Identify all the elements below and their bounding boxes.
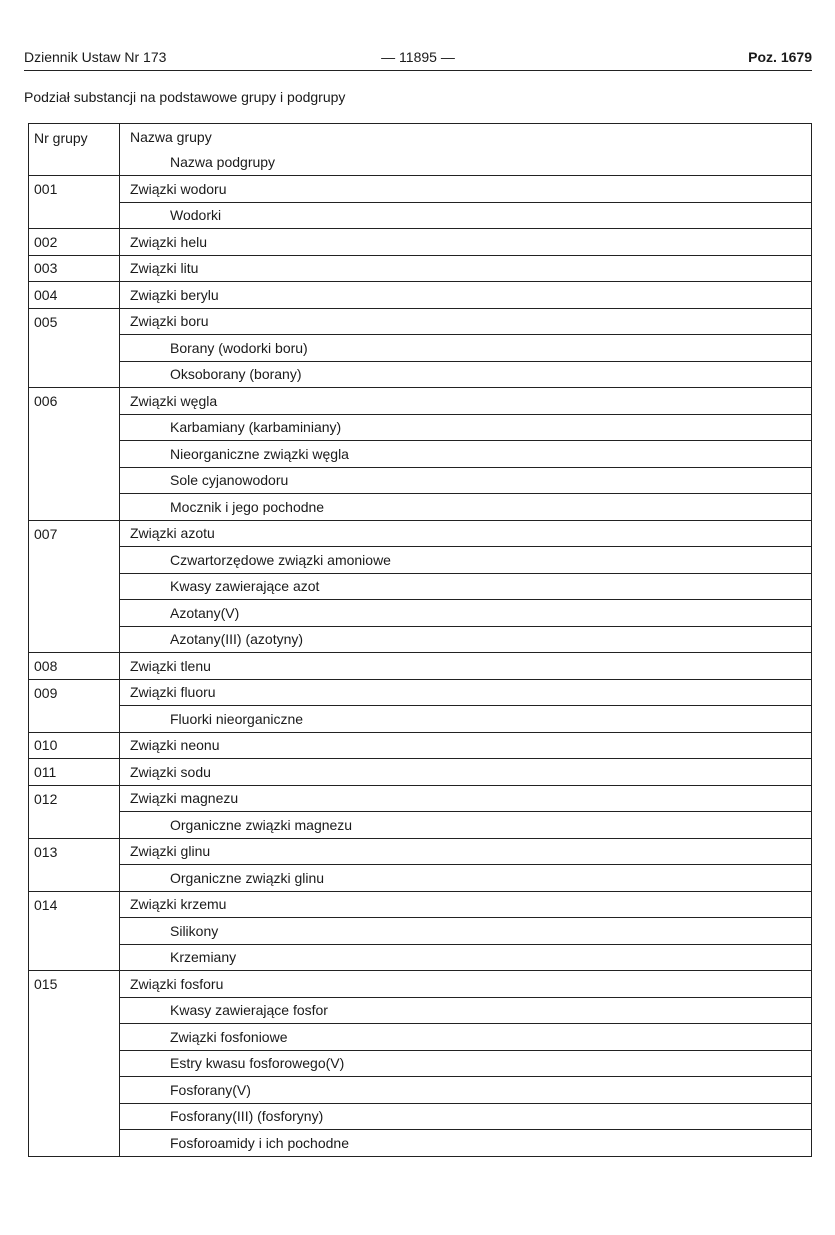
subgroup-cell — [120, 547, 812, 574]
subgroup-row — [29, 944, 812, 971]
subgroup-cell — [120, 1050, 812, 1077]
table-header-row — [29, 124, 812, 150]
group-number: 014 — [29, 891, 120, 971]
group-row — [29, 653, 812, 680]
group-number: 007 — [29, 520, 120, 653]
subgroup-row — [29, 1103, 812, 1130]
subgroup-cell — [120, 944, 812, 971]
subgroup-row — [29, 361, 812, 388]
subgroup-row — [29, 1077, 812, 1104]
group-number: 013 — [29, 838, 120, 891]
subgroup-name: Azotany(III) (azotyny) — [170, 631, 304, 648]
subgroup-row — [29, 997, 812, 1024]
header-divider — [24, 70, 812, 71]
group-name: Związki glinu — [120, 838, 812, 865]
subgroup-row — [29, 1050, 812, 1077]
subgroup-cell — [120, 812, 812, 839]
subgroup-name: Kwasy zawierające fosfor — [170, 1002, 328, 1019]
subgroup-row — [29, 202, 812, 229]
group-number: 010 — [29, 732, 120, 759]
subgroup-name: Organiczne związki magnezu — [170, 816, 353, 833]
subgroup-name: Fosforoamidy i ich pochodne — [170, 1134, 349, 1151]
subgroup-cell — [120, 918, 812, 945]
subgroup-cell — [120, 997, 812, 1024]
group-number: 012 — [29, 785, 120, 838]
group-row — [29, 388, 812, 415]
subgroup-name: Nieorganiczne związki węgla — [170, 445, 349, 462]
page-header — [24, 49, 812, 69]
subgroup-cell — [120, 626, 812, 653]
group-name: Związki sodu — [120, 759, 812, 786]
group-name: Związki krzemu — [120, 891, 812, 918]
group-row — [29, 229, 812, 256]
subgroup-cell — [120, 414, 812, 441]
subgroup-row — [29, 414, 812, 441]
subgroup-name: Mocznik i jego pochodne — [170, 498, 325, 515]
group-row — [29, 255, 812, 282]
page-number: — 11895 — — [381, 49, 455, 65]
group-number: 011 — [29, 759, 120, 786]
subgroup-cell — [120, 441, 812, 468]
subgroup-row — [29, 494, 812, 521]
subgroup-name: Kwasy zawierające azot — [170, 578, 320, 595]
group-name: Związki neonu — [120, 732, 812, 759]
subgroup-cell — [120, 865, 812, 892]
subgroup-cell — [120, 600, 812, 627]
group-number: 002 — [29, 229, 120, 256]
subgroup-row — [29, 600, 812, 627]
group-name: Związki azotu — [120, 520, 812, 547]
subgroup-row — [29, 335, 812, 362]
subgroup-cell — [120, 1130, 812, 1157]
group-number: 009 — [29, 679, 120, 732]
section-title: Podział substancji na podstawowe grupy i podgrupy — [24, 89, 346, 105]
subgroup-name: Borany (wodorki boru) — [170, 339, 308, 356]
table-body — [29, 124, 812, 1157]
subgroup-name: Silikony — [170, 922, 219, 939]
group-row — [29, 891, 812, 918]
group-number: 004 — [29, 282, 120, 309]
subgroup-row — [29, 918, 812, 945]
column-header-subname — [120, 150, 812, 176]
subgroup-name: Czwartorzędowe związki amoniowe — [170, 551, 391, 568]
column-header-name — [120, 124, 812, 150]
column-header-subgroup-name: Nazwa podgrupy — [170, 154, 276, 171]
group-row — [29, 679, 812, 706]
group-row — [29, 971, 812, 998]
subgroup-row — [29, 626, 812, 653]
subgroup-cell — [120, 573, 812, 600]
subgroup-row — [29, 1130, 812, 1157]
subgroup-name: Karbamiany (karbaminiany) — [170, 419, 342, 436]
subgroup-cell — [120, 1103, 812, 1130]
column-header-nr: Nr grupy — [29, 124, 120, 176]
group-row — [29, 308, 812, 335]
group-name: Związki fosforu — [120, 971, 812, 998]
subgroup-name: Azotany(V) — [170, 604, 240, 621]
column-header-group-name: Nazwa grupy — [130, 128, 212, 145]
subgroup-cell — [120, 361, 812, 388]
group-row — [29, 785, 812, 812]
subgroup-name: Związki fosfoniowe — [170, 1028, 288, 1045]
subgroup-name: Fluorki nieorganiczne — [170, 710, 304, 727]
subgroup-cell — [120, 494, 812, 521]
group-number: 003 — [29, 255, 120, 282]
group-name: Związki magnezu — [120, 785, 812, 812]
table-header-subrow — [29, 150, 812, 176]
group-name: Związki węgla — [120, 388, 812, 415]
group-row — [29, 520, 812, 547]
subgroup-row — [29, 441, 812, 468]
group-name: Związki helu — [120, 229, 812, 256]
subgroup-name: Wodorki — [170, 207, 222, 224]
subgroup-name: Krzemiany — [170, 949, 237, 966]
subgroup-row — [29, 812, 812, 839]
subgroup-cell — [120, 1077, 812, 1104]
group-name: Związki litu — [120, 255, 812, 282]
group-name: Związki fluoru — [120, 679, 812, 706]
group-row — [29, 282, 812, 309]
group-name: Związki berylu — [120, 282, 812, 309]
subgroup-cell — [120, 706, 812, 733]
group-number: 015 — [29, 971, 120, 1157]
position-number: Poz. 1679 — [748, 49, 812, 65]
substance-groups-table — [28, 123, 812, 1157]
group-row — [29, 838, 812, 865]
group-number: 005 — [29, 308, 120, 388]
group-number: 001 — [29, 176, 120, 229]
subgroup-row — [29, 706, 812, 733]
subgroup-row — [29, 547, 812, 574]
group-number: 008 — [29, 653, 120, 680]
group-row — [29, 759, 812, 786]
group-name: Związki tlenu — [120, 653, 812, 680]
subgroup-name: Estry kwasu fosforowego(V) — [170, 1055, 345, 1072]
subgroup-name: Sole cyjanowodoru — [170, 472, 289, 489]
subgroup-cell — [120, 1024, 812, 1051]
subgroup-row — [29, 865, 812, 892]
subgroup-name: Fosforany(III) (fosforyny) — [170, 1108, 324, 1125]
group-row — [29, 176, 812, 203]
subgroup-row — [29, 467, 812, 494]
subgroup-row — [29, 1024, 812, 1051]
subgroup-name: Organiczne związki glinu — [170, 869, 325, 886]
group-number: 006 — [29, 388, 120, 521]
group-name: Związki wodoru — [120, 176, 812, 203]
subgroup-cell — [120, 467, 812, 494]
subgroup-name: Oksoborany (borany) — [170, 366, 302, 383]
subgroup-row — [29, 573, 812, 600]
subgroup-cell — [120, 335, 812, 362]
group-name: Związki boru — [120, 308, 812, 335]
subgroup-name: Fosforany(V) — [170, 1081, 251, 1098]
subgroup-cell — [120, 202, 812, 229]
journal-title: Dziennik Ustaw Nr 173 — [24, 49, 167, 65]
group-row — [29, 732, 812, 759]
